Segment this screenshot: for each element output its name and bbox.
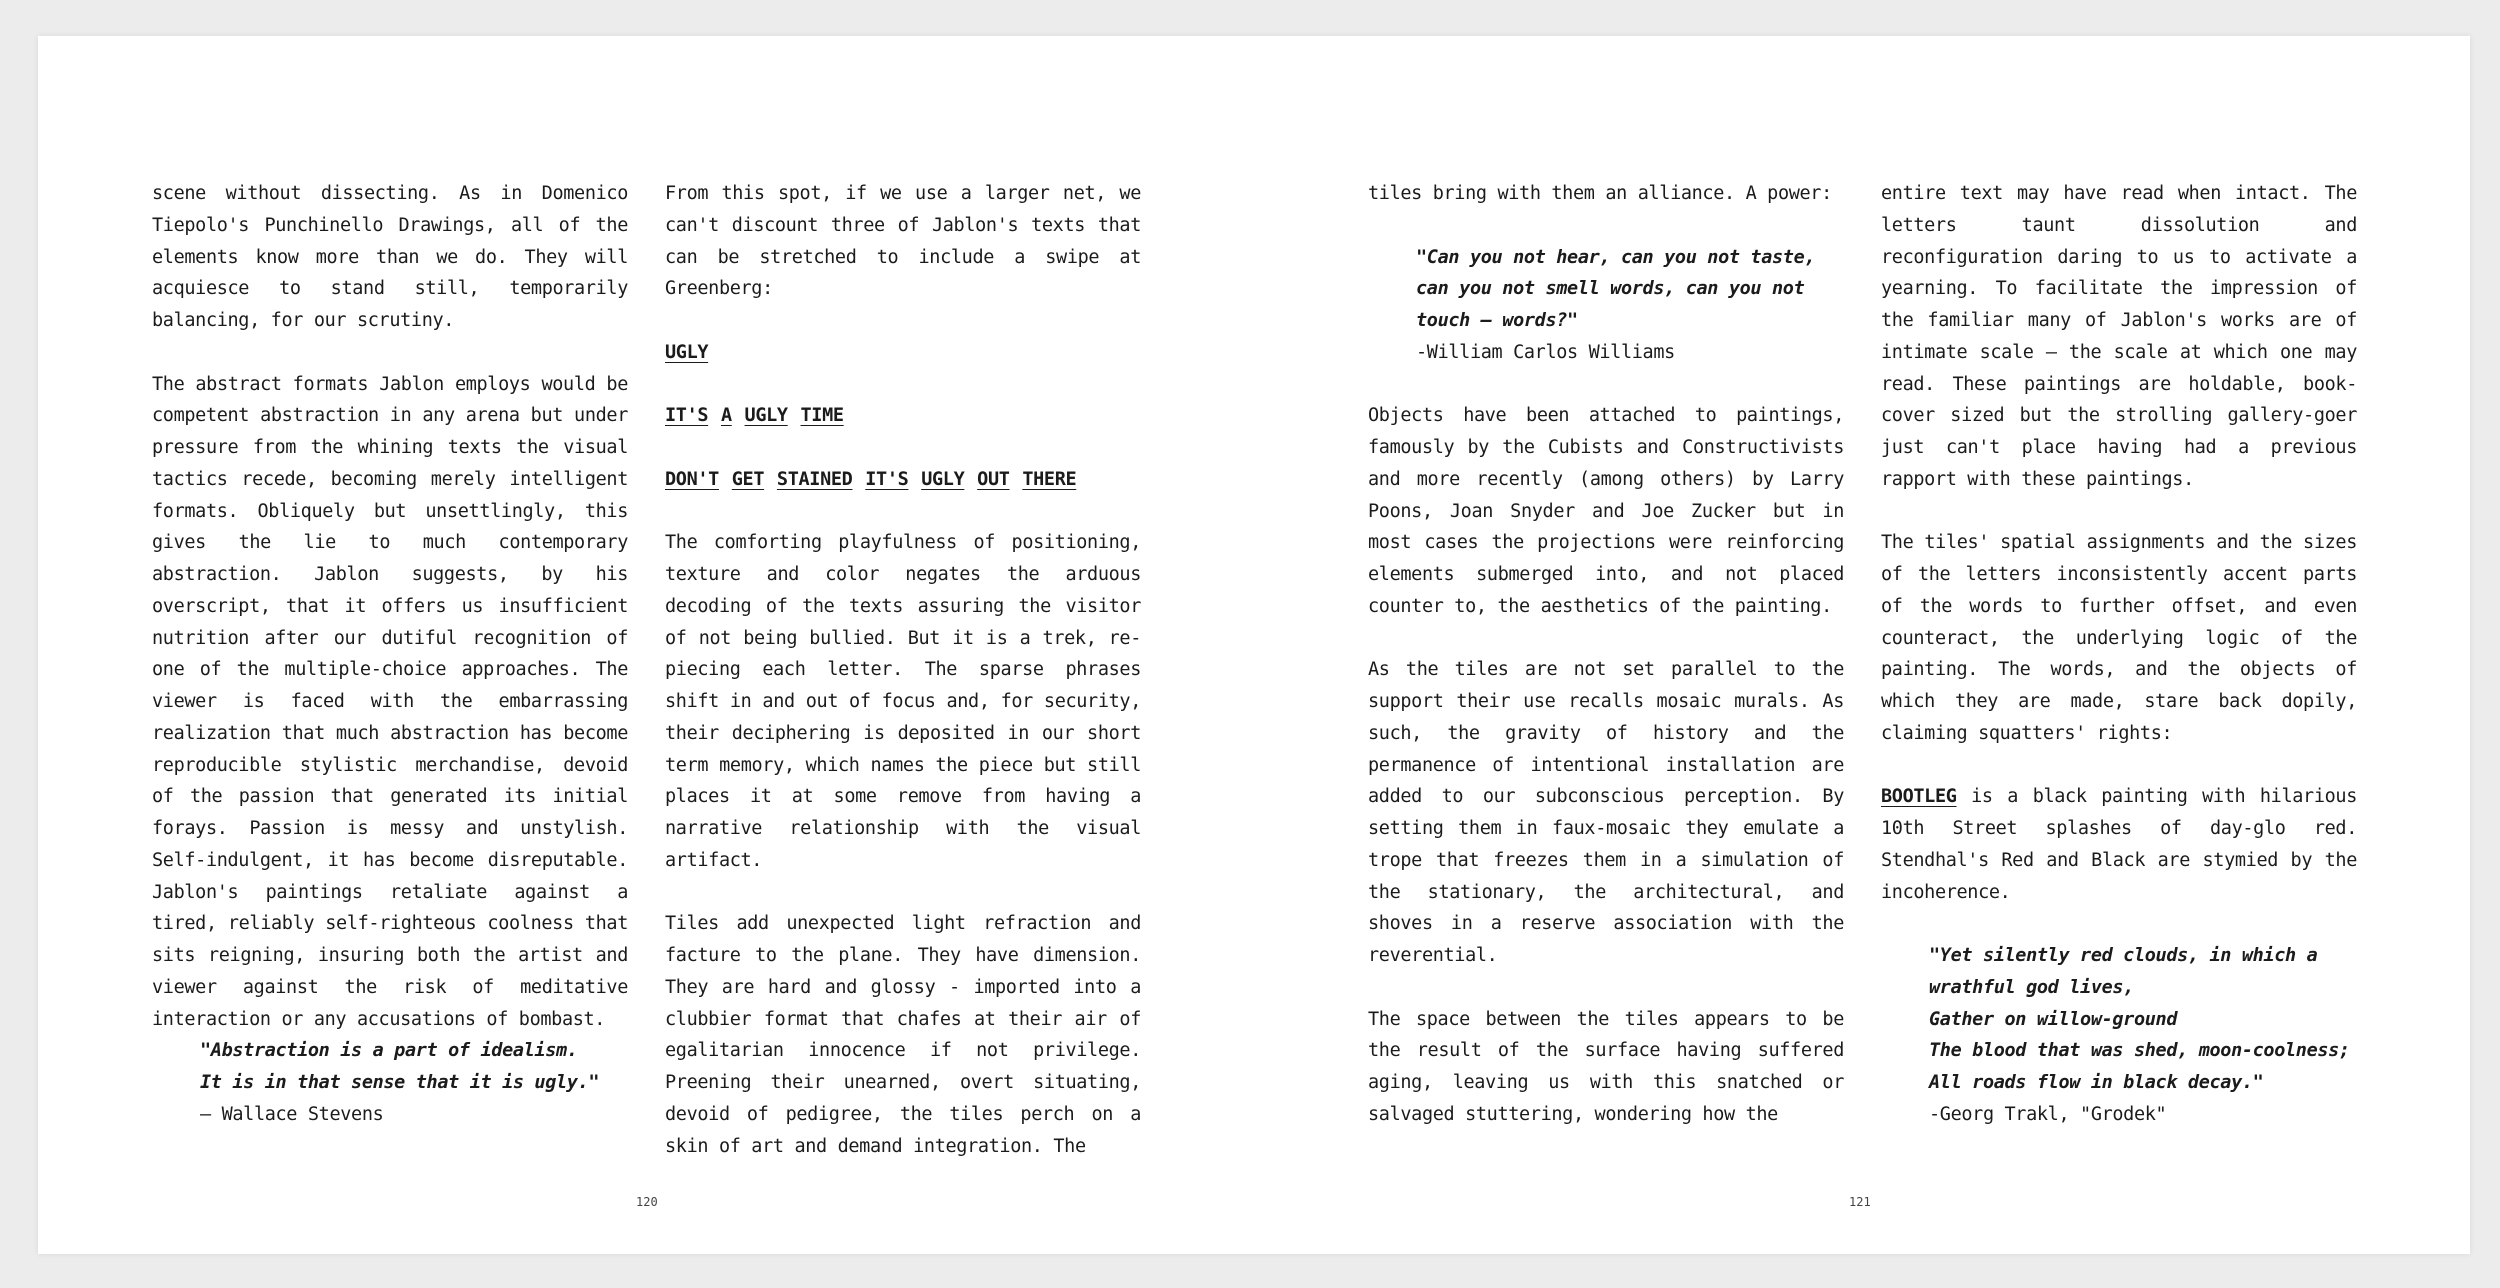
quote-line: All roads flow in black decay." [1929,1072,2264,1093]
right-page-column-2 [1881,178,2357,1162]
epigraph-quote [152,1035,628,1130]
artwork-title-ugly [665,337,1141,369]
title-word: IT'S [865,468,909,490]
left-page-column-1 [152,178,628,1162]
quote-line: The blood that was shed, moon-coolness; [1929,1040,2350,1062]
paragraph-text: is a black painting with hilarious 10th Street splashes of day-glo red. Stendhal's Red and Black are stymied by the incoherence. [1881,786,2357,903]
left-page-column-2 [665,178,1141,1194]
quote-line: "Abstraction is a part of idealism. [200,1040,578,1062]
title-word: UGLY [921,468,965,490]
quote-attribution: -William Carlos Williams [1416,341,1675,363]
artwork-title-its-a-ugly-time [665,400,1141,432]
page-number-left: 120 [636,1195,658,1209]
epigraph-quote [1368,242,1844,369]
paragraph: entire text may have read when intact. The letters taunt dissolution and reconfiguration daring to us to activate a yearning. To facilitate the impression of the familiar many of Jablon's works are of intimate scale — the scale at which one may read. These paintings are holdable, book-cover sized but the strolling gallery-goer just can't place having had a previous rapport with these paintings. [1881,183,2357,490]
book-spread [38,36,2470,1254]
title-word: UGLY [665,341,709,363]
epigraph-quote [1881,940,2357,1131]
paragraph: Tiles add unexpected light refraction and facture to the plane. They have dimension. They are hard and glossy - imported into a clubbier format that chafes at their air of egalitarian innocence if not privilege. Preening their unearned, overt situating, devoid of pedigree, the tiles perch on a skin of art and demand integration. The [665,913,1141,1157]
artwork-title-dont-get-stained [665,464,1141,496]
quote-line: "Yet silently red clouds, in which a [1929,945,2318,966]
title-word: STAINED [776,468,853,490]
paragraph: The tiles' spatial assignments and the sizes of the letters inconsistently accent parts of the words to further offset, and even counteract, the underlying logic of the painting. The words, and the objects of which they are made, stare back dopily, claiming squatters' rights: [1881,532,2357,744]
paragraph: The comforting playfulness of positioning, texture and color negates the arduous decoding of the texts assuring the visitor of not being bullied. But it is a trek, re-piecing each letter. The sparse phrases shift in and out of focus and, for security, their deciphering is deposited in our short term memory, which names the piece but still places it at some remove from having a narrative relationship with the visual artifact. [665,532,1141,871]
paragraph: tiles bring with them an alliance. A power: [1368,183,1832,204]
title-word: IT'S [665,405,709,427]
quote-line: wrathful god lives, [1929,976,2134,998]
quote-line: touch — words?" [1416,310,1578,331]
title-word: DON'T [665,468,719,490]
title-word: A [720,405,732,427]
paragraph: Objects have been attached to paintings, famously by the Cubists and Constructivists and more recently (among others) by Larry Poons, Joan Snyder and Joe Zucker but in most cases the projections were reinforcing elements submerged into, and not placed counter to, the aesthetics of the painting. [1368,405,1844,617]
quote-attribution: -Georg Trakl, "Grodek" [1929,1103,2167,1125]
quote-line: "Can you not hear, can you not taste, [1416,246,1816,268]
title-word: TIME [800,405,844,427]
paragraph: The space between the tiles appears to be the result of the surface having suffered aging, leaving us with this snatched or salvaged stuttering, wondering how the [1368,1008,1844,1125]
quote-line: Gather on willow-ground [1929,1008,2178,1030]
title-word: THERE [1022,468,1077,490]
artwork-title-bootleg: BOOTLEG [1881,786,1957,808]
title-word: UGLY [744,405,788,427]
title-word: GET [731,468,765,490]
paragraph: The abstract formats Jablon employs would be competent abstraction in any arena but under pressure from the whining texts the visual tactics recede, becoming merely intelligent formats. Obliquely but unsettlingly, this gives the lie to much contemporary abstraction. Jablon suggests, by his overscript, that it offers us insufficient nutrition after our dutiful recognition of one of the multiple-choice approaches. The viewer is faced with the embarrassing realization that much abstraction has become reproducible stylistic merchandise, devoid of the passion that generated its initial forays. Passion is messy and unstylish. Self-indulgent, it has become disreputable. Jablon's paintings retaliate against a tired, reliably self-righteous coolness that sits reigning, insuring both the artist and viewer against the risk of meditative interaction or any accusations of bombast. [152,373,628,1030]
right-page-column-1 [1368,178,1844,1162]
paragraph: From this spot, if we use a larger net, we can't discount three of Jablon's texts that can be stretched to include a swipe at Greenberg: [665,183,1141,300]
paragraph: As the tiles are not set parallel to the support their use recalls mosaic murals. As such, the gravity of history and the permanence of intentional installation are added to our subconscious perception. By setting them in faux-mosaic they emulate a trope that freezes them in a simulation of the stationary, the architectural, and shoves in a reserve association with the reverential. [1368,659,1844,966]
title-word: OUT [977,468,1010,490]
quote-attribution: — Wallace Stevens [200,1103,384,1125]
paragraph-bootleg [1881,781,2357,908]
paragraph: scene without dissecting. As in Domenico Tiepolo's Punchinello Drawings, all of the elements know more than we do. They will acquiesce to stand still, temporarily balancing, for our scrutiny. [152,183,628,331]
page-number-right: 121 [1849,1195,1871,1209]
quote-line: It is in that sense that it is ugly." [200,1072,600,1093]
quote-line: can you not smell words, can you not [1416,278,1805,300]
